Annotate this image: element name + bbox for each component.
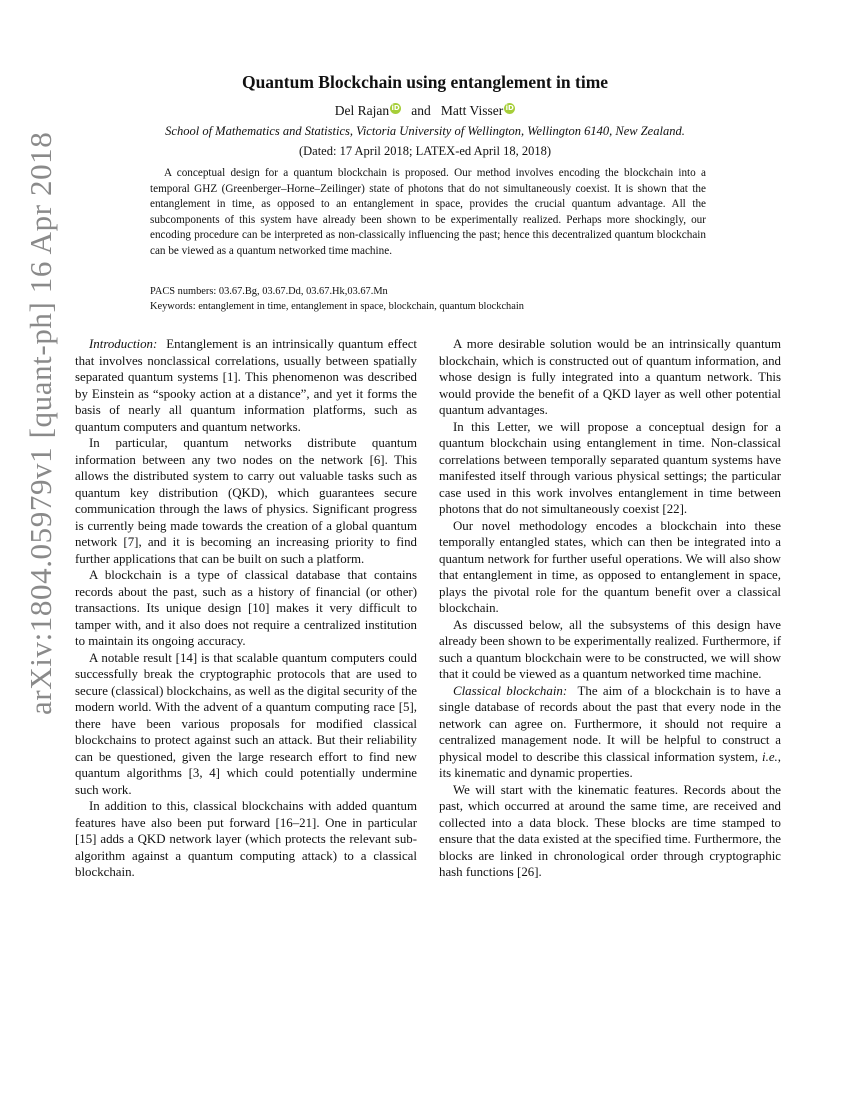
metadata-block	[150, 284, 706, 314]
section-lead: Introduction:	[89, 337, 158, 351]
author-line	[0, 103, 850, 119]
inline-emphasis: i.e.	[762, 749, 778, 764]
paragraph: A more desirable solution would be an intrinsically quantum blockchain, which is constructed out of quantum information, and whose design is fully integrated into a quantum network. This would provide the benefit of a QKD layer as well other potential quantum advantages.	[439, 337, 781, 417]
arxiv-identifier: arXiv:1804.05979v1 [quant-ph] 16 Apr 2018	[23, 131, 58, 715]
author-name: Del Rajan	[334, 103, 390, 118]
paper-title: Quantum Blockchain using entanglement in time	[241, 72, 609, 92]
orcid-icon[interactable]: iD	[505, 104, 514, 112]
paragraph-text: , its kinematic and dynamic properties.	[439, 749, 781, 780]
pacs-numbers: PACS numbers: 03.67.Bg, 03.67.Dd, 03.67.Hk,03.67.Mn	[150, 286, 388, 297]
right-column	[439, 336, 781, 881]
paragraph-text: Entanglement is an intrinsically quantum effect that involves nonclassical correlations, usually between spatially separated quantum systems [1]. This phenomenon was described by Einstein as “spooky action at a distance”, and yet it forms the basis of nearly all quantum information platforms, such as quantum computers and quantum networks.	[75, 337, 417, 434]
paragraph: Our novel methodology encodes a blockchain into these temporally entangled states, which can then be integrated into a quantum network for further useful operations. We will also show that entanglement in time, as opposed to entanglement in space, plays the pivotal role for the quantum benefit over a classical blockchain.	[439, 518, 781, 615]
paragraph: In addition to this, classical blockchains with added quantum features have also been put forward [16–21]. One in particular [15] adds a QKD network layer (which protects the relevant sub-algorithm against a quantum computing attack) to a classical blockchain.	[75, 799, 417, 879]
orcid-icon[interactable]: iD	[391, 104, 400, 112]
paragraph-text: The aim of a blockchain is to have a single database of records about the past that every node in the network can agree on. Furthermore, it should not require a centralized management node. It will be helpful to construct a physical model to describe this classical information system,	[439, 683, 781, 764]
paragraph	[75, 336, 417, 435]
paragraph: In this Letter, we will propose a conceptual design for a quantum blockchain using entanglement in time. Non-classical correlations between temporally separated quantum systems have manifested itself through various physical settings; the particular case used in this work involves entanglement in time between photons that do not simultaneously coexist [22].	[439, 419, 781, 516]
paragraph: As discussed below, all the subsystems of this design have already been shown to be experimentally realized. Furthermore, if such a quantum blockchain were to be constructed, we will show that it could be viewed as a quantum networked time machine.	[439, 617, 781, 681]
paragraph: We will start with the kinematic features. Records about the past, which occurred at around the same time, are received and collected into a data block. These blocks are time stamped to ensure that the data existed at the specified time. Furthermore, the blocks are linked in chronological order through cryptographic hash functions [26].	[439, 782, 781, 879]
paragraph	[439, 683, 781, 782]
keywords: Keywords: entanglement in time, entanglement in space, blockchain, quantum blockchain	[150, 301, 524, 312]
paragraph: In particular, quantum networks distribute quantum information between any two nodes on the network [6]. This allows the distributed system to carry out valuable tasks such as quantum key distribution (QKD), which guarantees secure communication through the laws of physics. Significant progress is currently being made towards the creation of a global quantum network [7], and it is becoming an increasing priority to find further applications that can be built on such a platform.	[75, 436, 417, 566]
date-line: (Dated: 17 April 2018; LATEX-ed April 18, 2018)	[298, 144, 552, 158]
abstract: A conceptual design for a quantum blockchain is proposed. Our method involves encoding the blockchain into a temporal GHZ (Greenberger–Horne–Zeilinger) state of photons that do not simultaneously coexist. It is shown that the entanglement in time, as opposed to an entanglement in space, provides the crucial quantum advantage. All the subcomponents of this system have already been shown to be experimentally realized. Perhaps more shockingly, our encoding procedure can be interpreted as non-classically influencing the past; hence this decentralized quantum blockchain can be viewed as a quantum networked time machine.	[150, 167, 706, 257]
left-column	[75, 336, 417, 881]
paragraph: A blockchain is a type of classical database that contains records about the past, such as a history of financial (or other) transactions. Its unique design [10] makes it very difficult to tamper with, and it also does not require a centralized institution to maintain its ongoing accuracy.	[75, 568, 417, 648]
author-conjunction: and	[411, 103, 431, 118]
paragraph: A notable result [14] is that scalable quantum computers could successfully break the cryptographic protocols that are used to secure (classical) blockchains, as well as the digital security of the modern world. With the advent of a quantum computing race [5], there have been various proposals for modified classical blockchains to protect against such an attack. But their reliability can be questioned, given the large research effort to find new quantum algorithms [3, 4] which could potentially undermine such work.	[75, 650, 417, 797]
affiliation: School of Mathematics and Statistics, Victoria University of Wellington, Wellington 6140, New Zealand.	[165, 124, 685, 138]
author-name: Matt Visser	[440, 103, 504, 118]
section-lead: Classical blockchain:	[453, 683, 568, 698]
